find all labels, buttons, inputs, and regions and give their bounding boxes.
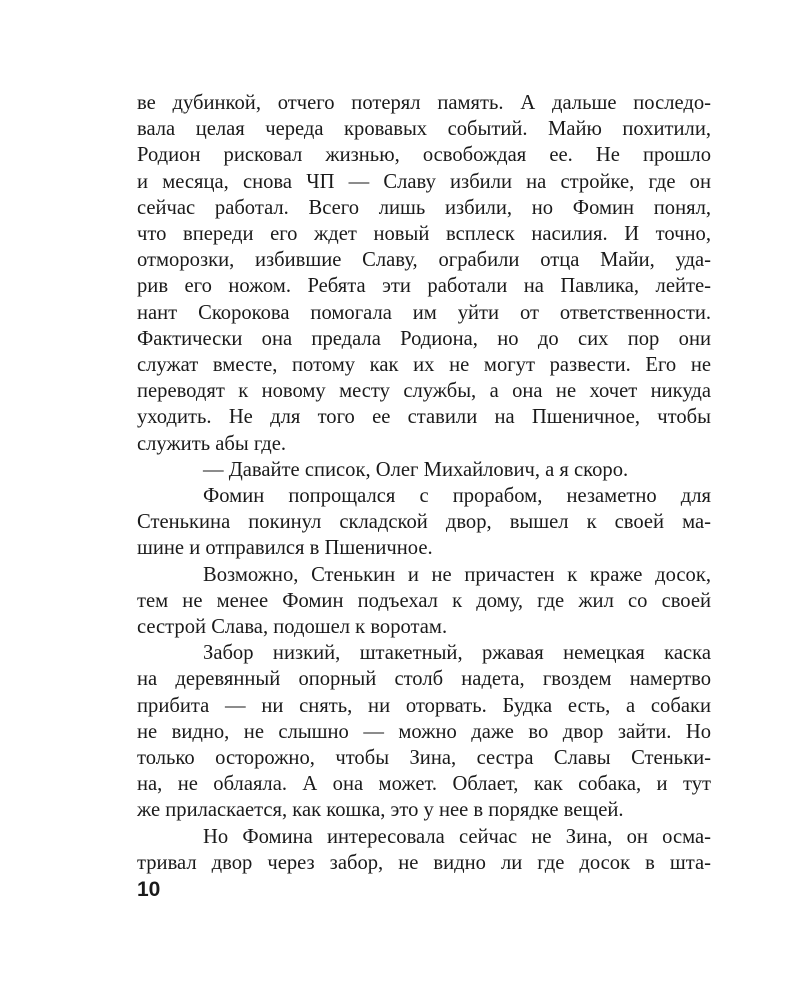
text-line: рив его ножом. Ребята эти работали на Павлика, лейте- xyxy=(137,275,711,298)
text-line: вала целая череда кровавых событий. Майю похитили, xyxy=(137,118,711,141)
text-line: нант Скорокова помогала им уйти от ответственности. xyxy=(137,301,711,324)
text-line: Но Фомина интересовала сейчас не Зина, он осма- xyxy=(203,825,711,848)
text-line: что впереди его ждет новый всплеск насилия. И точно, xyxy=(137,223,711,246)
text-line: уходить. Не для того ее ставили на Пшеничное, чтобы xyxy=(137,406,711,429)
text-line: сейчас работал. Всего лишь избили, но Фомин понял, xyxy=(137,196,711,219)
text-line: служить абы где. xyxy=(137,432,287,455)
text-line: Фактически она предала Родиона, но до сих пор они xyxy=(137,327,711,350)
text-line: только осторожно, чтобы Зина, сестра Славы Стеньки- xyxy=(137,747,711,770)
text-line: переводят к новому месту службы, а она не хочет никуда xyxy=(137,380,711,403)
text-line: Фомин попрощался с прорабом, незаметно для xyxy=(203,485,711,508)
text-line: ве дубинкой, отчего потерял память. А дальше последо- xyxy=(137,92,711,114)
text-line: тривал двор через забор, не видно ли где досок в шта- xyxy=(137,851,711,874)
text-line: на, не облаяла. А она может. Облает, как собака, и тут xyxy=(137,773,711,796)
text-line: на деревянный опорный столб надета, гвоздем намертво xyxy=(137,668,711,691)
text-line: Стенькина покинул складской двор, вышел к своей ма- xyxy=(137,511,711,534)
book-page-text xyxy=(137,90,711,876)
text-line: отморозки, избившие Славу, ограбили отца Майи, уда- xyxy=(137,249,711,272)
text-line: Забор низкий, штакетный, ржавая немецкая каска xyxy=(203,642,711,665)
text-line: шине и отправился в Пшеничное. xyxy=(137,537,433,560)
text-line: не видно, не слышно — можно даже во двор зайти. Но xyxy=(137,720,711,743)
text-line: тем не менее Фомин подъехал к дому, где жил со своей xyxy=(137,589,711,612)
page-number: 10 xyxy=(137,878,161,901)
text-line: Возможно, Стенькин и не причастен к краже досок, xyxy=(203,563,711,586)
text-line: служат вместе, потому как их не могут развести. Его не xyxy=(137,354,711,377)
text-line: же приласкается, как кошка, это у нее в порядке вещей. xyxy=(137,799,624,822)
text-line: — Давайте список, Олег Михайлович, а я скоро. xyxy=(203,458,629,481)
text-line: Родион рисковал жизнью, освобождая ее. Не прошло xyxy=(137,144,711,167)
text-line: и месяца, снова ЧП — Славу избили на стройке, где он xyxy=(137,170,711,193)
text-line: прибита — ни снять, ни оторвать. Будка есть, а собаки xyxy=(137,694,711,717)
text-line: сестрой Слава, подошел к воротам. xyxy=(137,616,448,639)
